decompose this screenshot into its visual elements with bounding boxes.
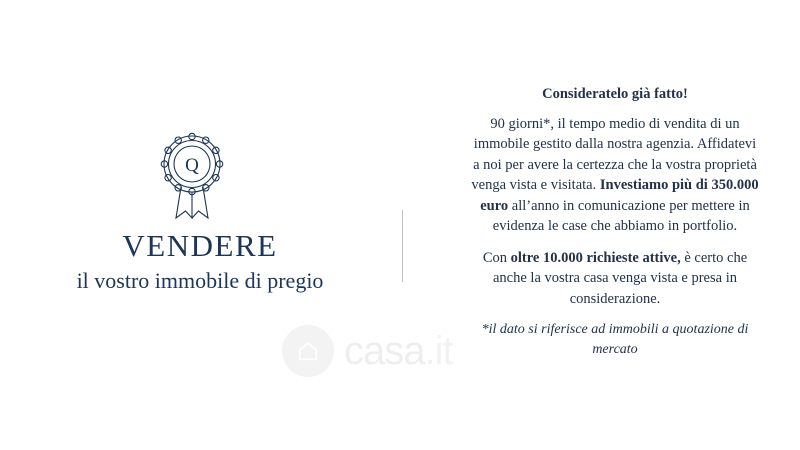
award-ribbon-icon xyxy=(152,130,232,220)
house-icon xyxy=(297,340,319,362)
paragraph-one xyxy=(470,114,760,237)
watermark-brand: casa xyxy=(344,328,425,373)
paragraph-one-part2: all’anno in comunicazione per mettere in evidenza le case che abbiamo in portfolio. xyxy=(492,197,750,234)
watermark-text xyxy=(344,329,453,374)
watermark-badge xyxy=(282,325,334,377)
paragraph-two-bold: oltre 10.000 richieste attive, xyxy=(510,249,681,266)
watermark-tld: .it xyxy=(424,328,453,373)
page-subtitle: il vostro immobile di pregio xyxy=(76,268,324,293)
svg-text:Q: Q xyxy=(185,155,199,176)
paragraph-two-part1: Con xyxy=(482,249,511,266)
paragraph-two xyxy=(470,248,760,310)
footnote: *il dato si riferisce ad immobili a quotazione di mercato xyxy=(481,322,749,357)
paragraph-two-part2: è certo che anche la vostra casa venga vista e presa in considerazione. xyxy=(493,249,748,307)
paragraph-one-part1: 90 giorni*, il tempo medio di vendita di un immobile gestito dalla nostra agenzia. Affidatevi a noi per avere la certezza che la vostra proprietà venga vista e visitata. xyxy=(471,115,757,193)
vertical-divider xyxy=(402,210,403,282)
page-title: VENDERE xyxy=(122,228,278,263)
paragraph-one-bold: Investiamo più di 350.000 euro xyxy=(480,177,759,214)
right-panel xyxy=(470,84,760,360)
watermark xyxy=(282,325,453,377)
right-panel-title: Consideratelo già fatto! xyxy=(542,86,688,102)
